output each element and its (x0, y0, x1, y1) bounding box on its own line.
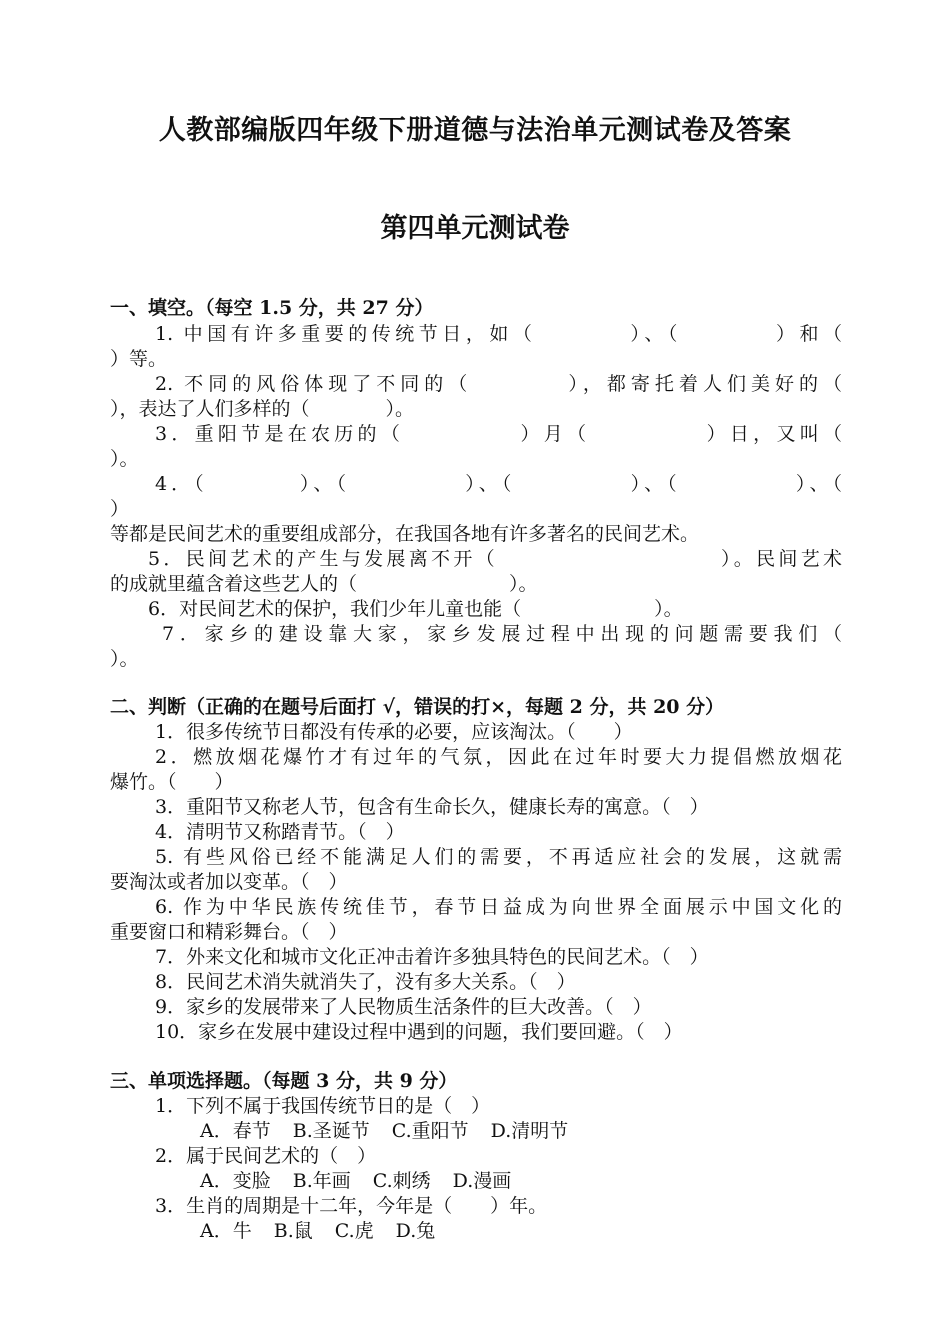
s1-q7-line1: 7．家乡的建设靠大家，家乡发展过程中出现的问题需要我们（ (162, 623, 842, 645)
s3-q2-options (200, 1169, 840, 1194)
s1-q2-line1: 2. 不同的风俗体现了不同的（ ），都寄托着人们美好的（ (155, 373, 842, 395)
s1-q1-line2: ）等。 (110, 348, 168, 370)
option-b: B.年画 (292, 1170, 351, 1192)
s2-q8: 8．民间艺术消失就消失了，没有多大关系。（ ） (155, 971, 576, 993)
s1-q1-line1: 1. 中国有许多重要的传统节日，如（ ）、（ ）和（ (155, 323, 842, 345)
option-c: C.刺绣 (372, 1170, 431, 1192)
option-b: B.圣诞节 (292, 1120, 370, 1142)
s2-q10: 10．家乡在发展中建设过程中遇到的问题，我们要回避。（ ） (155, 1021, 683, 1043)
s3-q1-options (200, 1119, 840, 1144)
document-title: 人教部编版四年级下册道德与法治单元测试卷及答案 (158, 115, 792, 146)
s3-q1: 1．下列不属于我国传统节日的是（ ） (155, 1095, 491, 1117)
s3-q3: 3．生肖的周期是十二年，今年是（ ）年。 (155, 1195, 548, 1217)
section-1-heading: 一、填空。（每空 1.5 分，共 27 分） (110, 297, 434, 319)
option-c: C.虎 (334, 1220, 374, 1242)
option-d: D.清明节 (490, 1120, 569, 1142)
s1-q3-line2: ）。 (110, 448, 139, 470)
option-a: A．春节 (200, 1120, 271, 1142)
s2-q5-line1: 5. 有些风俗已经不能满足人们的需要，不再适应社会的发展，这就需 (155, 846, 842, 868)
s2-q7: 7．外来文化和城市文化正冲击着许多独具特色的民间艺术。（ ） (155, 946, 709, 968)
s1-q4-line2: ） (110, 498, 130, 520)
s1-q2-line2: ），表达了人们多样的（ ）。 (110, 398, 415, 420)
s3-q3-options (200, 1219, 840, 1244)
s1-q4-line1: 4．（ ）、（ ）、（ ）、（ ）、（ (155, 473, 842, 495)
s2-q3: 3．重阳节又称老人节，包含有生命长久，健康长寿的寓意。（ ） (155, 796, 709, 818)
s2-q2-line1: 2．燃放烟花爆竹才有过年的气氛，因此在过年时要大力提倡燃放烟花 (155, 746, 842, 768)
option-b: B.鼠 (273, 1220, 313, 1242)
option-a: A．牛 (200, 1220, 252, 1242)
s1-q5-line1: 5．民间艺术的产生与发展离不开（ ）。民间艺术 (148, 548, 842, 570)
option-d: D.漫画 (452, 1170, 512, 1192)
s1-q3-line1: 3．重阳节是在农历的（ ）月（ ）日，又叫（ (155, 423, 842, 445)
section-3-heading: 三、单项选择题。（每题 3 分，共 9 分） (110, 1070, 458, 1092)
s2-q6-line2: 重要窗口和精彩舞台。（ ） (110, 921, 348, 943)
s2-q9: 9．家乡的发展带来了人民物质生活条件的巨大改善。（ ） (155, 996, 652, 1018)
s2-q1: 1．很多传统节日都没有传承的必要，应该淘汰。（ ） (155, 721, 633, 743)
unit-title: 第四单元测试卷 (380, 213, 570, 244)
s2-q2-line2: 爆竹。（ ） (110, 771, 234, 793)
s1-q6: 6．对民间艺术的保护，我们少年儿童也能（ ）。 (148, 598, 683, 620)
s1-q7-line2: ）。 (110, 648, 139, 670)
s2-q4: 4．清明节又称踏青节。（ ） (155, 821, 405, 843)
s2-q5-line2: 要淘汰或者加以变革。（ ） (110, 871, 348, 893)
s3-q2: 2．属于民间艺术的（ ） (155, 1145, 377, 1167)
s1-q4-line3: 等都是民间艺术的重要组成部分，在我国各地有许多著名的民间艺术。 (110, 523, 700, 545)
option-c: C.重阳节 (391, 1120, 469, 1142)
section-2-heading: 二、判断（正确的在题号后面打 √，错误的打×，每题 2 分，共 20 分） (110, 696, 725, 718)
option-d: D.兔 (395, 1220, 436, 1242)
s2-q6-line1: 6. 作为中华民族传统佳节，春节日益成为向世界全面展示中国文化的 (155, 896, 842, 918)
option-a: A．变脸 (200, 1170, 271, 1192)
s1-q5-line2: 的成就里蕴含着这些艺人的（ ）。 (110, 573, 538, 595)
